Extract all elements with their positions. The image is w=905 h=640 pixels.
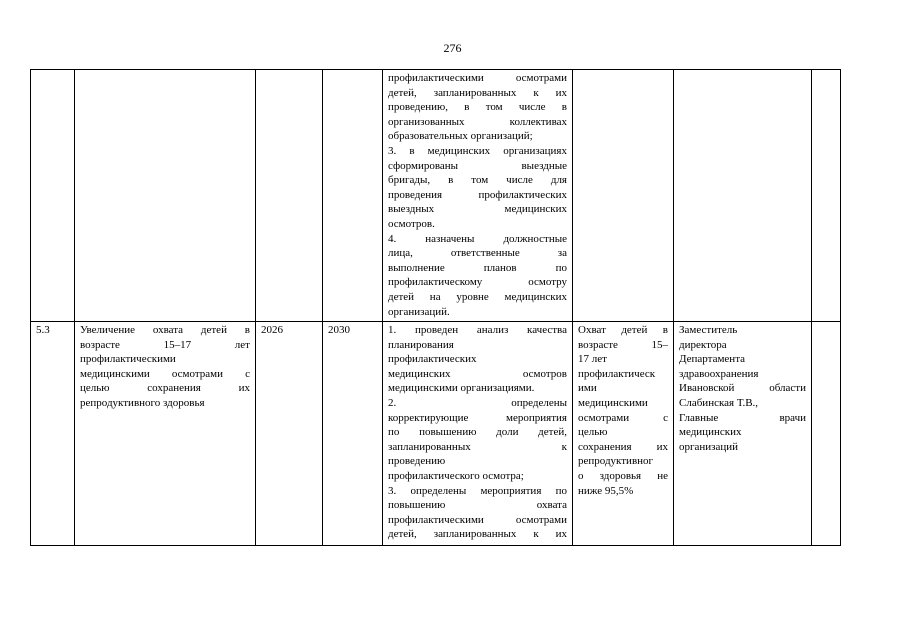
- indicator-line: возрасте 15–: [578, 338, 668, 351]
- responsible-line: организаций: [679, 440, 739, 453]
- task-line: возрасте 15–17 лет: [80, 338, 250, 351]
- indicator-line: медицинскими: [578, 396, 648, 409]
- responsible-line: Заместитель: [679, 324, 738, 336]
- indicator-line: осмотрами с: [578, 411, 668, 424]
- results-line: профилактическими осмотрами: [388, 513, 567, 526]
- results-line: проведению: [388, 455, 446, 468]
- results-line: образовательных организаций;: [388, 130, 533, 143]
- results-line: детей на уровне медицинских: [388, 290, 567, 303]
- results-line: по повышению доли детей,: [388, 426, 567, 439]
- results-line: детей, запланированных к их: [388, 86, 567, 99]
- cell-extra-continued: [812, 70, 841, 322]
- cell-start-year-continued: [256, 70, 323, 322]
- indicator-line: о здоровья не: [578, 469, 668, 482]
- cell-task-continued: [75, 70, 256, 322]
- cell-responsible-continued: [674, 70, 812, 322]
- indicator-line: ниже 95,5%: [578, 484, 634, 497]
- responsible-line: медицинских: [679, 426, 742, 439]
- indicator-line: Охват детей в: [578, 324, 668, 336]
- results-line: повышению охвата: [388, 499, 567, 512]
- responsible-line: здравоохранения: [679, 367, 759, 380]
- responsible-line: Ивановской области: [679, 382, 806, 395]
- cell-extra: [812, 322, 841, 546]
- results-line: 3. определены мероприятия по: [388, 484, 567, 497]
- results-line: профилактическими осмотрами: [388, 72, 567, 84]
- indicator-line: 17 лет: [578, 353, 607, 366]
- results-line: проведения профилактических: [388, 188, 567, 201]
- results-line: организованных коллективах: [388, 115, 567, 128]
- cell-task: [75, 322, 256, 546]
- results-line: профилактического осмотра;: [388, 469, 524, 482]
- table-row-5-3: [31, 322, 841, 546]
- results-line: организаций.: [388, 305, 450, 318]
- indicator-line: профилактическ: [578, 367, 656, 380]
- responsible-line: Слабинская Т.В.,: [679, 396, 759, 409]
- cell-number-continued: [31, 70, 75, 322]
- results-line: осмотров.: [388, 217, 435, 230]
- cell-number: 5.3: [31, 322, 75, 546]
- cell-results: [383, 322, 573, 546]
- results-line: 4. назначены должностные: [388, 232, 567, 245]
- cell-start-year: 2026: [256, 322, 323, 546]
- cell-responsible: [674, 322, 812, 546]
- responsible-line: Департамента: [679, 353, 746, 366]
- results-line: 1. проведен анализ качества: [388, 324, 567, 336]
- results-line: профилактических: [388, 353, 477, 366]
- results-line: медицинскими организациями.: [388, 382, 535, 395]
- results-line: 2. определены: [388, 396, 567, 409]
- results-line: планирования: [388, 338, 454, 351]
- indicator-line: ими: [578, 382, 597, 395]
- cell-end-year: 2030: [323, 322, 383, 546]
- table-row-continued: [31, 70, 841, 322]
- cell-indicator: [573, 322, 674, 546]
- results-line: бригады, в том числе для: [388, 174, 567, 187]
- task-line: репродуктивного здоровья: [80, 396, 205, 409]
- cell-results-continued: [383, 70, 573, 322]
- task-line: целью сохранения их: [80, 382, 250, 395]
- results-line: 3. в медицинских организациях: [388, 144, 567, 157]
- indicator-line: репродуктивног: [578, 455, 654, 468]
- page-number: 276: [443, 41, 462, 55]
- results-line: сформированы выездные: [388, 159, 567, 172]
- results-line: выездных медицинских: [388, 203, 567, 216]
- task-line: медицинскими осмотрами с: [80, 367, 250, 380]
- results-line: медицинских осмотров: [388, 367, 567, 380]
- results-line: выполнение планов по: [388, 261, 567, 274]
- task-line: профилактическими: [80, 353, 176, 366]
- responsible-line: директора: [679, 338, 727, 351]
- plan-table: [30, 69, 841, 546]
- cell-end-year-continued: [323, 70, 383, 322]
- results-line: проведению, в том числе в: [388, 101, 567, 114]
- results-line: профилактическому осмотру: [388, 276, 567, 289]
- results-line: лица, ответственные за: [388, 247, 567, 260]
- results-line: детей, запланированных к их: [388, 528, 567, 541]
- cell-indicator-continued: [573, 70, 674, 322]
- responsible-line: Главные врачи: [679, 411, 806, 424]
- indicator-line: целью: [578, 426, 608, 439]
- results-line: корректирующие мероприятия: [388, 411, 567, 424]
- results-line: запланированных к: [388, 440, 567, 453]
- indicator-line: сохранения их: [578, 440, 668, 453]
- task-line: Увеличение охвата детей в: [80, 324, 250, 336]
